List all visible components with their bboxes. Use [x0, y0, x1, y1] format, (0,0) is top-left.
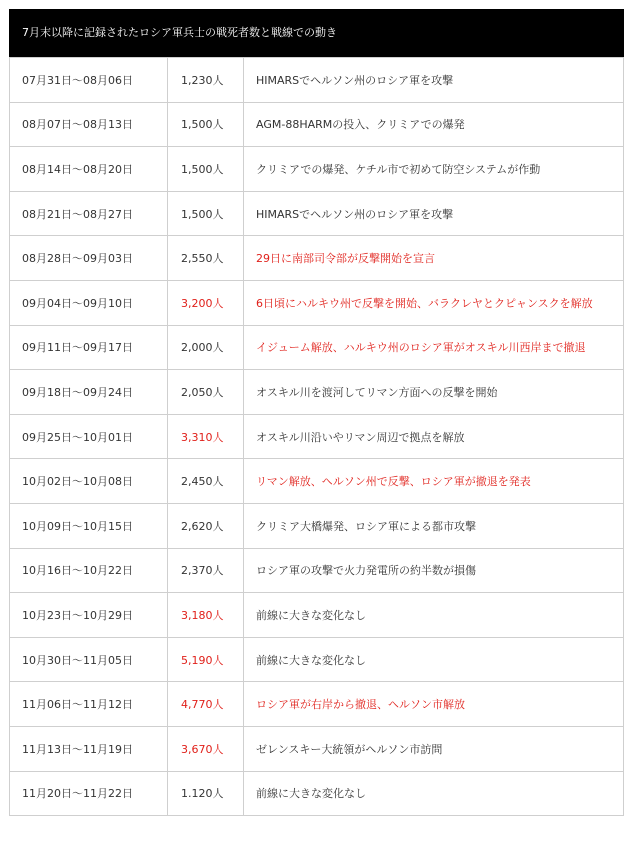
deaths-cell: 2,050人 [168, 370, 244, 415]
deaths-cell: 4,770人 [168, 682, 244, 727]
table-row [10, 637, 624, 682]
casualty-table-container [9, 9, 624, 816]
period-cell: 11月20日〜11月22日 [10, 771, 168, 816]
event-cell: ロシア軍の攻撃で火力発電所の約半数が損傷 [244, 548, 624, 593]
table-row [10, 503, 624, 548]
period-cell: 10月23日〜10月29日 [10, 593, 168, 638]
table-row [10, 147, 624, 192]
table-row [10, 414, 624, 459]
period-cell: 10月02日〜10月08日 [10, 459, 168, 504]
deaths-cell: 2,370人 [168, 548, 244, 593]
table-body [10, 58, 624, 816]
deaths-cell: 2,450人 [168, 459, 244, 504]
table-row [10, 548, 624, 593]
table-row [10, 459, 624, 504]
deaths-cell: 3,180人 [168, 593, 244, 638]
period-cell: 10月09日〜10月15日 [10, 503, 168, 548]
period-cell: 11月06日〜11月12日 [10, 682, 168, 727]
event-cell: 29日に南部司令部が反撃開始を宣言 [244, 236, 624, 281]
deaths-cell: 1,230人 [168, 58, 244, 103]
table-header-title: 7月末以降に記録されたロシア軍兵士の戦死者数と戦線での動き [9, 9, 624, 57]
event-cell: オスキル川沿いやリマン周辺で拠点を解放 [244, 414, 624, 459]
table-row [10, 593, 624, 638]
table-row [10, 102, 624, 147]
deaths-cell: 3,200人 [168, 280, 244, 325]
event-cell: 前線に大きな変化なし [244, 637, 624, 682]
deaths-cell: 1.120人 [168, 771, 244, 816]
period-cell: 08月21日〜08月27日 [10, 191, 168, 236]
event-cell: HIMARSでヘルソン州のロシア軍を攻撃 [244, 191, 624, 236]
table-row [10, 370, 624, 415]
deaths-cell: 2,550人 [168, 236, 244, 281]
table-row [10, 191, 624, 236]
deaths-cell: 2,620人 [168, 503, 244, 548]
event-cell: 前線に大きな変化なし [244, 593, 624, 638]
deaths-cell: 3,310人 [168, 414, 244, 459]
event-cell: HIMARSでヘルソン州のロシア軍を攻撃 [244, 58, 624, 103]
period-cell: 10月16日〜10月22日 [10, 548, 168, 593]
table-row [10, 726, 624, 771]
period-cell: 07月31日〜08月06日 [10, 58, 168, 103]
event-cell: AGM-88HARMの投入、クリミアでの爆発 [244, 102, 624, 147]
table-row [10, 280, 624, 325]
period-cell: 09月25日〜10月01日 [10, 414, 168, 459]
period-cell: 09月04日〜09月10日 [10, 280, 168, 325]
event-cell: リマン解放、ヘルソン州で反撃、ロシア軍が撤退を発表 [244, 459, 624, 504]
deaths-cell: 5,190人 [168, 637, 244, 682]
event-cell: ゼレンスキー大統領がヘルソン市訪問 [244, 726, 624, 771]
deaths-cell: 2,000人 [168, 325, 244, 370]
deaths-cell: 1,500人 [168, 191, 244, 236]
period-cell: 11月13日〜11月19日 [10, 726, 168, 771]
period-cell: 08月07日〜08月13日 [10, 102, 168, 147]
table-row [10, 325, 624, 370]
event-cell: 前線に大きな変化なし [244, 771, 624, 816]
deaths-cell: 3,670人 [168, 726, 244, 771]
deaths-cell: 1,500人 [168, 102, 244, 147]
event-cell: クリミア大橋爆発、ロシア軍による都市攻撃 [244, 503, 624, 548]
event-cell: イジューム解放、ハルキウ州のロシア軍がオスキル川西岸まで撤退 [244, 325, 624, 370]
table-row [10, 771, 624, 816]
table-row [10, 682, 624, 727]
table-row [10, 236, 624, 281]
table-row [10, 58, 624, 103]
casualty-table [9, 57, 624, 816]
period-cell: 10月30日〜11月05日 [10, 637, 168, 682]
period-cell: 09月18日〜09月24日 [10, 370, 168, 415]
period-cell: 09月11日〜09月17日 [10, 325, 168, 370]
event-cell: オスキル川を渡河してリマン方面への反撃を開始 [244, 370, 624, 415]
event-cell: 6日頃にハルキウ州で反撃を開始、バラクレヤとクピャンスクを解放 [244, 280, 624, 325]
event-cell: ロシア軍が右岸から撤退、ヘルソン市解放 [244, 682, 624, 727]
event-cell: クリミアでの爆発、ケチル市で初めて防空システムが作動 [244, 147, 624, 192]
period-cell: 08月14日〜08月20日 [10, 147, 168, 192]
period-cell: 08月28日〜09月03日 [10, 236, 168, 281]
deaths-cell: 1,500人 [168, 147, 244, 192]
